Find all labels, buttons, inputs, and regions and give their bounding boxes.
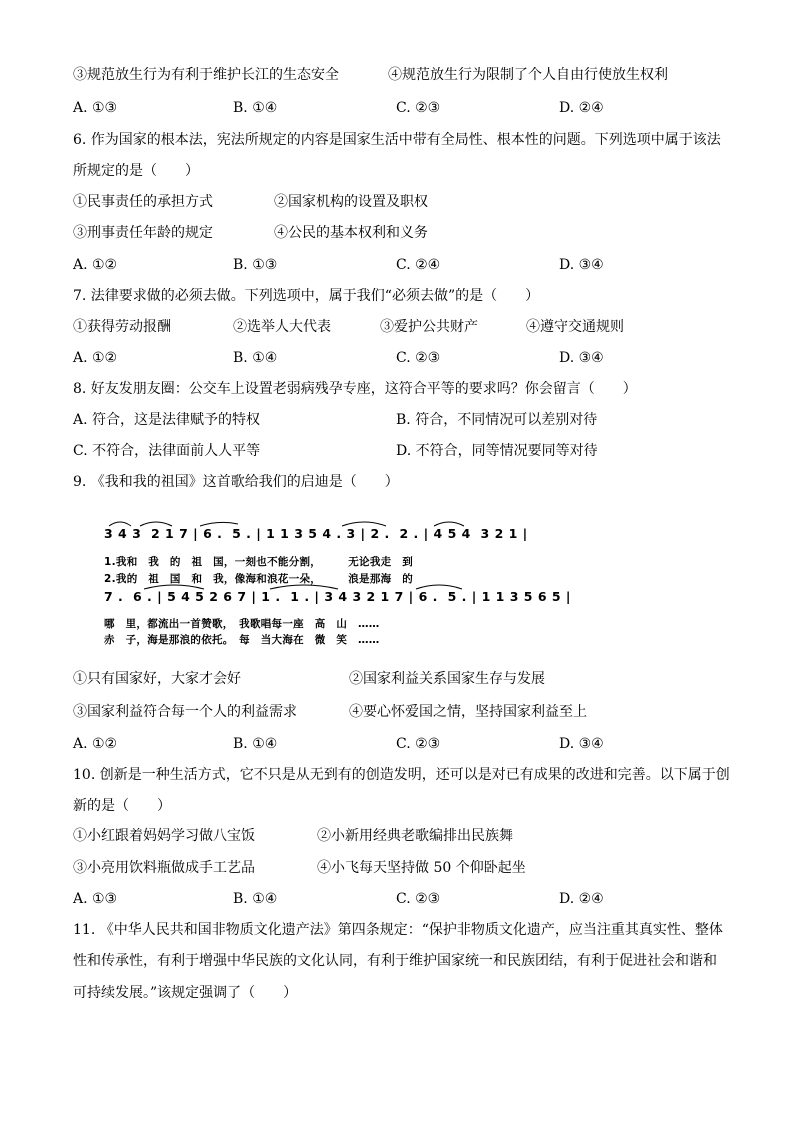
score-lyrics-row-2b: 赤 子，海是那浪的依托。 每 当大海在 微 笑 …… [104,634,380,646]
q11-stem-line-2: 性和传承性，有利于增强中华民族的文化认同，有利于维护国家统一和民族团结，有利于促进社会和谐和 [73,953,717,969]
q10-option-d[interactable]: D. ②④ [559,891,604,907]
q6-statement-3: ③刑事责任年龄的规定 [73,225,213,241]
q8-option-d[interactable]: D. 不符合，同等情况要同等对待 [396,443,598,459]
q9-statement-3: ③国家利益符合每一个人的利益需求 [73,704,297,720]
q8-option-a[interactable]: A. 符合，这是法律赋予的特权 [73,412,261,428]
q10-statement-2: ②小新用经典老歌编排出民族舞 [317,828,513,844]
q7-option-a[interactable]: A. ①② [73,350,118,366]
q8-option-c[interactable]: C. 不符合，法律面前人人平等 [73,443,261,459]
q7-statement-1: ①获得劳动报酬 [73,319,171,335]
q8-option-b[interactable]: B. 符合，不同情况可以差别对待 [396,412,598,428]
q6-stem-line-1: 6. 作为国家的根本法，宪法所规定的内容是国家生活中带有全局性、根本性的问题。下列选项中属于该法 [73,132,721,148]
q7-stem: 7. 法律要求做的必须去做。下列选项中，属于我们“必须去做”的是（ ） [73,288,540,304]
q9-stem: 9. 《我和我的祖国》这首歌给我们的启迪是（ ） [73,474,399,490]
score-lyrics-row-2a: 哪 里，都流出一首赞歌， 我歌唱每一座 高 山 …… [104,618,380,630]
score-notes-row-1: 3 4 3 2 1 7 | 6 . 5 . | 1 1 3 5 4 . 3 | 2 . 2 . | 4 5 4 3 2 1 | [104,526,528,541]
score-lyrics-row-1a: 1.我和 我 的 祖 国，一刻也不能分割， 无论我走 到 [104,556,414,568]
q6-statement-4: ④公民的基本权利和义务 [274,225,428,241]
q10-statement-4: ④小飞每天坚持做 50 个仰卧起坐 [317,860,526,876]
q5-option-d[interactable]: D. ②④ [559,100,604,116]
q7-option-d[interactable]: D. ③④ [559,350,604,366]
q7-statement-3: ③爱护公共财产 [380,319,478,335]
score-notes-row-2: 7 . 6 . | 5 4 5 2 6 7 | 1 . 1 . | 3 4 3 2 1 7 | 6 . 5 . | 1 1 3 5 6 5 | [104,589,571,604]
q5-option-b[interactable]: B. ①④ [233,100,278,116]
score-slur-marks [104,518,476,646]
q9-option-a[interactable]: A. ①② [73,736,118,752]
score-lyrics-row-1b: 2.我的 祖 国 和 我，像海和浪花一朵， 浪是那海 的 [104,573,414,585]
q10-option-b[interactable]: B. ①④ [233,891,278,907]
q6-option-d[interactable]: D. ③④ [559,257,604,273]
q6-statement-1: ①民事责任的承担方式 [73,194,213,210]
q10-stem-line-1: 10. 创新是一种生活方式，它不只是从无到有的创造发明，还可以是对已有成果的改进和完善。以下属于创 [73,767,730,783]
q10-option-a[interactable]: A. ①③ [73,891,118,907]
q11-stem-line-1: 11. 《中华人民共和国非物质文化遗产法》第四条规定：“保护非物质文化遗产，应当注重其真实性、整体 [73,922,723,938]
q8-stem: 8. 好友发朋友圈：公交车上设置老弱病残孕专座，这符合平等的要求吗？你会留言（ ） [73,381,637,397]
q10-statement-1: ①小红跟着妈妈学习做八宝饭 [73,828,255,844]
q7-option-b[interactable]: B. ①④ [233,350,278,366]
q6-stem-line-2: 所规定的是（ ） [73,163,199,179]
q10-option-c[interactable]: C. ②③ [396,891,441,907]
q9-option-d[interactable]: D. ③④ [559,736,604,752]
q6-statement-2: ②国家机构的设置及职权 [274,194,428,210]
q11-stem-line-3: 可持续发展。”该规定强调了（ ） [73,985,298,1001]
q9-option-c[interactable]: C. ②③ [396,736,441,752]
q6-option-a[interactable]: A. ①② [73,257,118,273]
song-score-image [104,518,571,646]
q9-statement-2: ②国家利益关系国家生存与发展 [349,671,545,687]
q9-option-b[interactable]: B. ①④ [233,736,278,752]
q6-option-b[interactable]: B. ①③ [233,257,278,273]
q5-option-c[interactable]: C. ②③ [396,100,441,116]
q6-option-c[interactable]: C. ②④ [396,257,441,273]
q5-statement-4: ④规范放生行为限制了个人自由行使放生权利 [388,67,668,83]
q7-statement-2: ②选举人大代表 [233,319,331,335]
q5-statement-3: ③规范放生行为有利于维护长江的生态安全 [73,67,339,83]
q10-statement-3: ③小亮用饮料瓶做成手工艺品 [73,860,255,876]
q9-statement-1: ①只有国家好，大家才会好 [73,671,241,687]
q7-option-c[interactable]: C. ②③ [396,350,441,366]
q10-stem-line-2: 新的是（ ） [73,798,171,814]
q7-statement-4: ④遵守交通规则 [526,319,624,335]
q9-statement-4: ④要心怀爱国之情，坚持国家利益至上 [349,704,587,720]
q5-option-a[interactable]: A. ①③ [73,100,118,116]
